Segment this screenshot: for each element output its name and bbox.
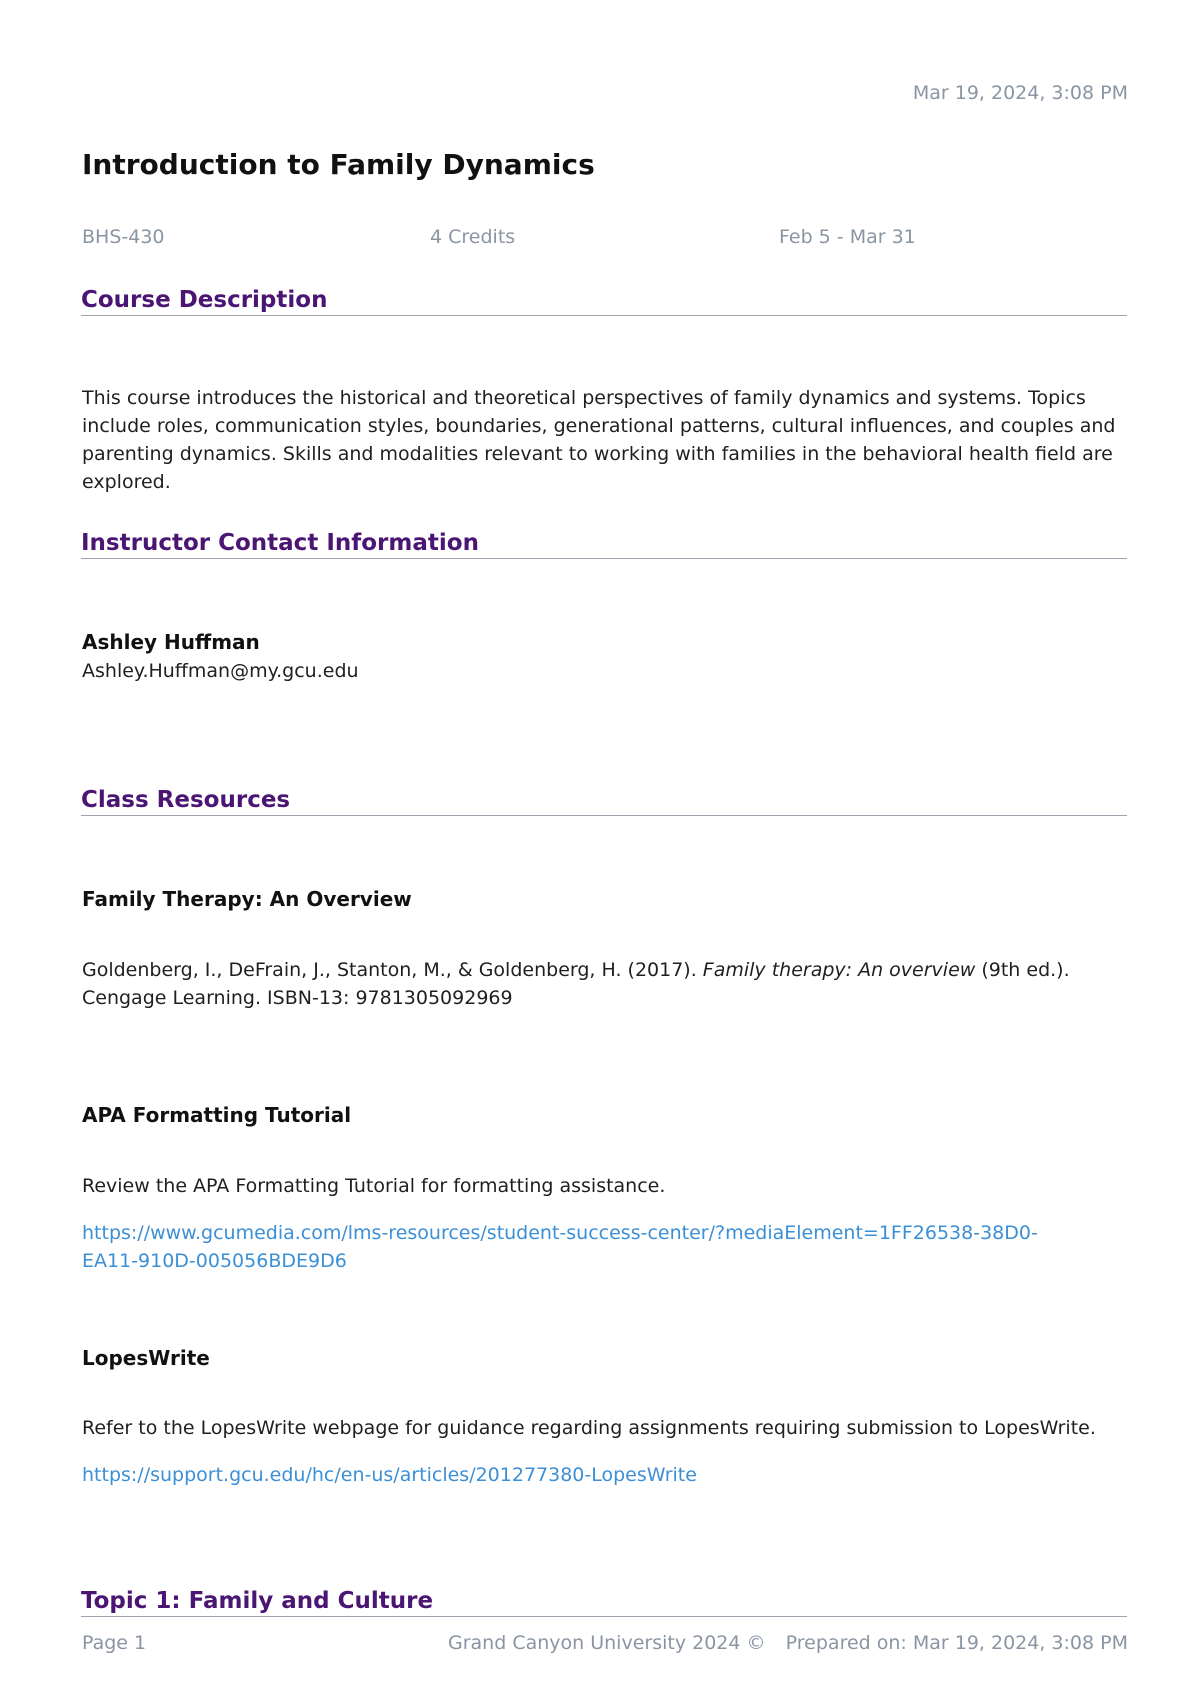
- section-heading-label: Class Resources: [81, 787, 291, 813]
- resource-title-apa: APA Formatting Tutorial: [82, 1103, 352, 1127]
- section-heading-description: [81, 287, 1127, 316]
- instructor-name: Ashley Huffman: [82, 630, 260, 654]
- resource-title-lopeswrite: LopesWrite: [82, 1346, 210, 1370]
- course-credits: 4 Credits: [430, 226, 516, 248]
- footer-copyright: Grand Canyon University 2024 ©: [448, 1632, 766, 1654]
- section-heading-label: Instructor Contact Information: [81, 530, 479, 556]
- section-heading-label: Course Description: [81, 287, 328, 313]
- print-timestamp: Mar 19, 2024, 3:08 PM: [912, 82, 1128, 104]
- citation-publisher: (9th ed.). Cengage Learning. ISBN-13: 9781305092969: [82, 959, 1070, 1009]
- lopeswrite-link[interactable]: https://support.gcu.edu/hc/en-us/articles/201277380-LopesWrite: [82, 1464, 697, 1486]
- section-heading-resources: [81, 787, 1127, 816]
- resource-description-apa: Review the APA Formatting Tutorial for formatting assistance.: [82, 1175, 666, 1197]
- resource-description-lopeswrite: Refer to the LopesWrite webpage for guidance regarding assignments requiring submission to LopesWrite.: [82, 1417, 1096, 1439]
- course-description: This course introduces the historical and theoretical perspectives of family dynamics and systems. Topics include roles, communication styles, boundaries, generational patterns, cultural influences, and couples and parenting dynamics. Skills and modalities relevant to working with families in the behavioral health field are explored.: [82, 387, 1116, 493]
- footer-page-number: Page 1: [82, 1632, 147, 1654]
- course-code: BHS-430: [82, 226, 165, 248]
- course-dates: Feb 5 - Mar 31: [779, 226, 916, 248]
- citation-book-title: Family therapy: An overview: [702, 959, 976, 981]
- section-heading-topic1: [81, 1588, 1127, 1617]
- footer-prepared-on: Prepared on: Mar 19, 2024, 3:08 PM: [785, 1632, 1128, 1654]
- resource-citation: [82, 956, 1122, 1012]
- citation-authors: Goldenberg, I., DeFrain, J., Stanton, M., & Goldenberg, H. (2017).: [82, 959, 703, 981]
- section-heading-label: Topic 1: Family and Culture: [81, 1588, 434, 1614]
- resource-title-textbook: Family Therapy: An Overview: [82, 887, 412, 911]
- apa-tutorial-link[interactable]: https://www.gcumedia.com/lms-resources/student-success-center/?mediaElement=1FF26538-38D0-EA11-910D-005056BDE9D6: [82, 1222, 1038, 1272]
- section-heading-instructor: [81, 530, 1127, 559]
- instructor-email: Ashley.Huffman@my.gcu.edu: [82, 660, 359, 682]
- page-title: Introduction to Family Dynamics: [82, 148, 595, 181]
